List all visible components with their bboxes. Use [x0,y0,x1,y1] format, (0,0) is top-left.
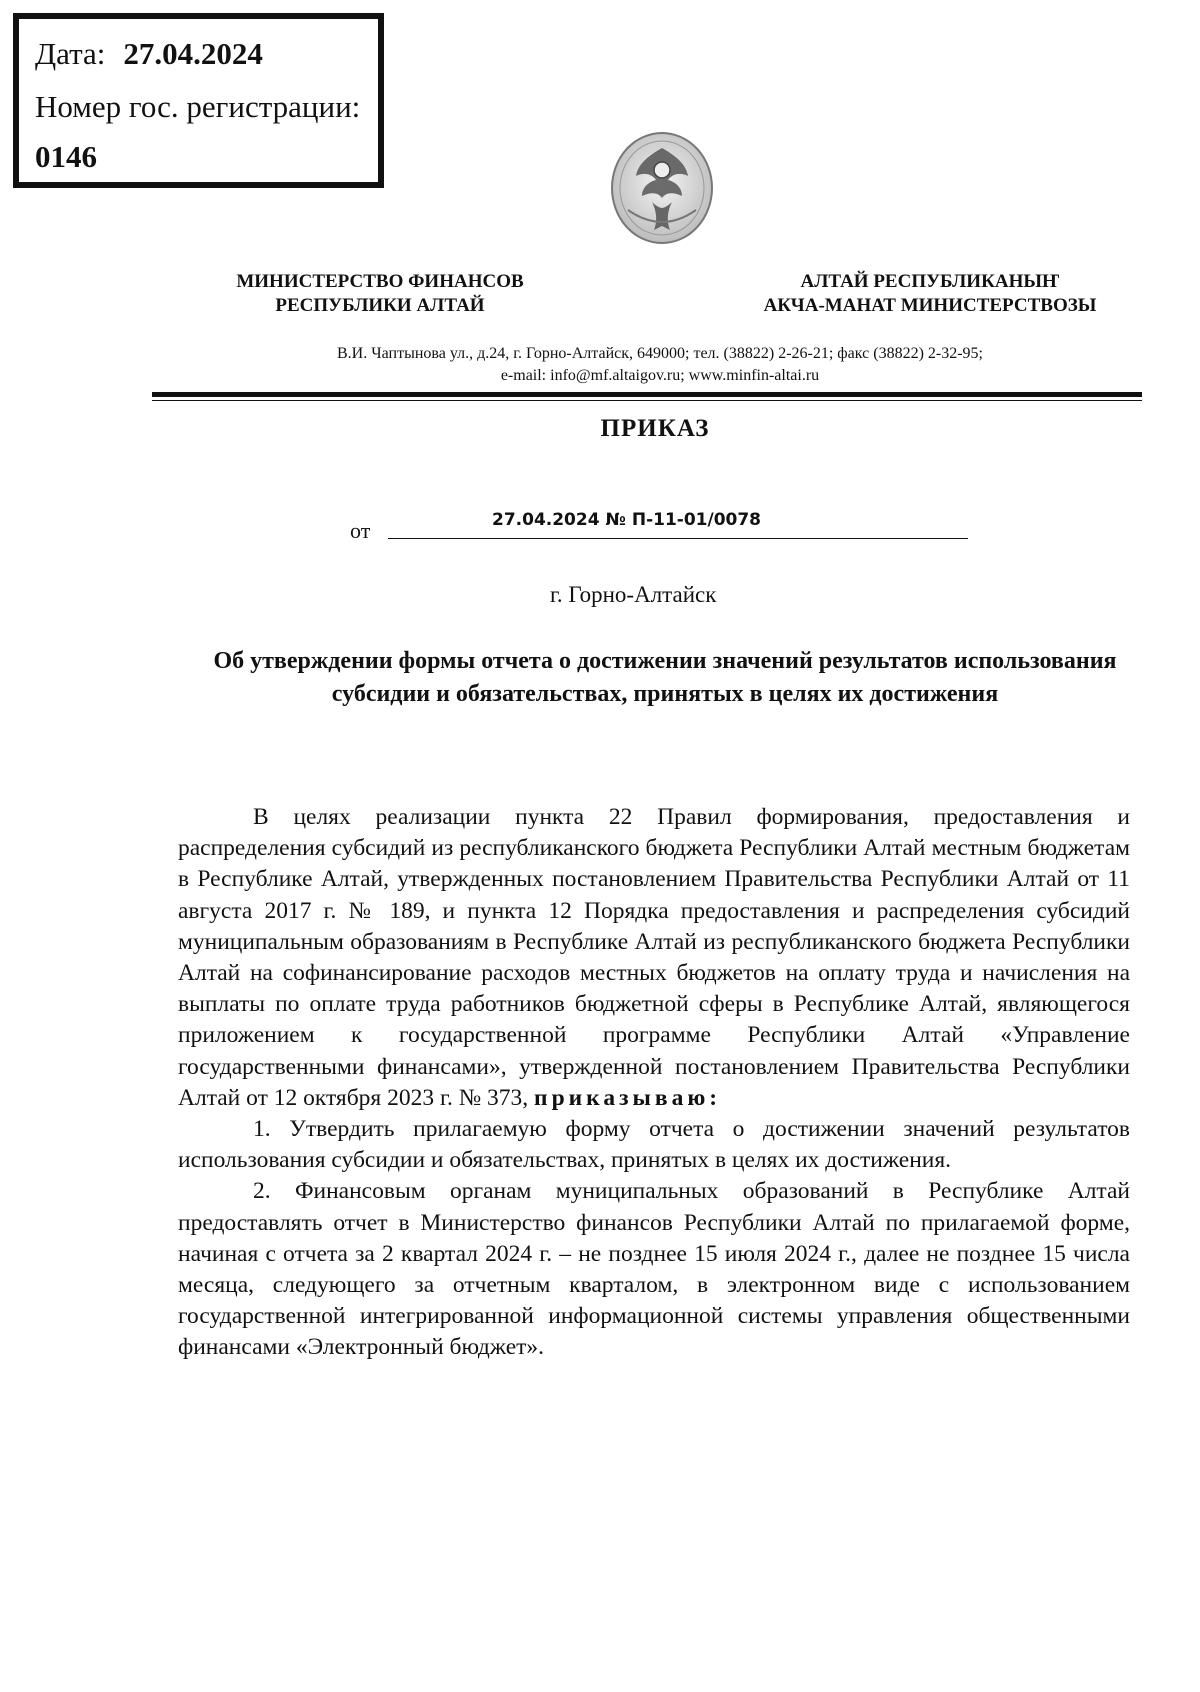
preamble-text: В целях реализации пункта 22 Правил формирования, предоставления и распределения субсидий из республиканского бюджета Республики Алтай местным бюджетам в Республике Алтай, утвержденных постановлением Правительства Республики Алтай от 11 августа 2017 г. № 189, и пункта 12 Порядка предоставления и распределения субсидий муниципальным образованиям в Республике Алтай из республиканского бюджета Республики Алтай на софинансирование расходов местных бюджетов на оплату труда и начисления на выплаты по оплате труда работников бюджетной сферы в Республике Алтай, являющегося приложением к государственной программе Республики Алтай «Управление государственными финансами», утвержденной постановлением Правительства Республики Алтай от 12 октября 2023 г. № 373, [178,804,1130,1111]
ministry-header-alt [710,270,1150,318]
body-paragraph-item-2: 2. Финансовым органам муниципальных образований в Республике Алтай предоставлять отчет в Министерство финансов Республики Алтай по прилагаемой форме, начиная с отчета за 2 квартал 2024 г. – не позднее 15 июля 2024 г., далее не позднее 15 числа месяца, следующего за отчетным кварталом, в электронном виде с использованием государственной интегрированной информационной системы управления общественными финансами «Электронный бюджет». [178,1178,1130,1361]
address-line2: e-mail: info@mf.altaigov.ru; www.minfin-altai.ru [500,367,820,384]
altai-republic-emblem-icon [608,130,716,246]
document-body [178,802,1130,1364]
address-line1: В.И. Чаптынова ул., д.24, г. Горно-Алтайск, 649000; тел. (38822) 2-26-21; факс (38822) 2-32-95; [337,345,983,362]
registration-date-row [35,36,263,72]
order-keyword: приказываю: [534,1084,722,1111]
document-title: Об утверждении формы отчета о достижении значений результатов использования субсидии и обязательствах, принятых в целях их достижения [213,648,1117,707]
document-city: г. Горно-Алтайск [550,582,717,607]
from-label: от [350,518,371,543]
document-number-underline [388,538,968,539]
registration-date-label: Дата: [35,36,106,71]
header-divider-thin [152,400,1142,401]
ministry-header-ru-line2: РЕСПУБЛИКИ АЛТАЙ [275,295,485,316]
registration-number-value: 0146 [35,139,97,174]
registration-number-label: Номер гос. регистрации: [35,89,361,124]
document-number: 27.04.2024 № П-11-01/0078 [492,510,762,530]
ministry-address [180,343,1140,387]
body-paragraph-preamble [178,802,1130,1114]
document-type: ПРИКАЗ [600,415,710,442]
ministry-header-ru [180,270,580,318]
header-divider-thick [152,392,1142,397]
registration-stamp [13,13,384,188]
ministry-header-alt-line2: АКЧА-МАНАТ МИНИСТЕРСТВОЗЫ [763,295,1097,316]
ministry-header-ru-line1: МИНИСТЕРСТВО ФИНАНСОВ [236,271,524,292]
ministry-header-alt-line1: АЛТАЙ РЕСПУБЛИКАНЫҤ [800,271,1060,292]
body-paragraph-item-1: 1. Утвердить прилагаемую форму отчета о достижении значений результатов использования субсидии и обязательствах, принятых в целях их достижения. [178,1116,1130,1174]
registration-date-value: 27.04.2024 [123,36,263,71]
